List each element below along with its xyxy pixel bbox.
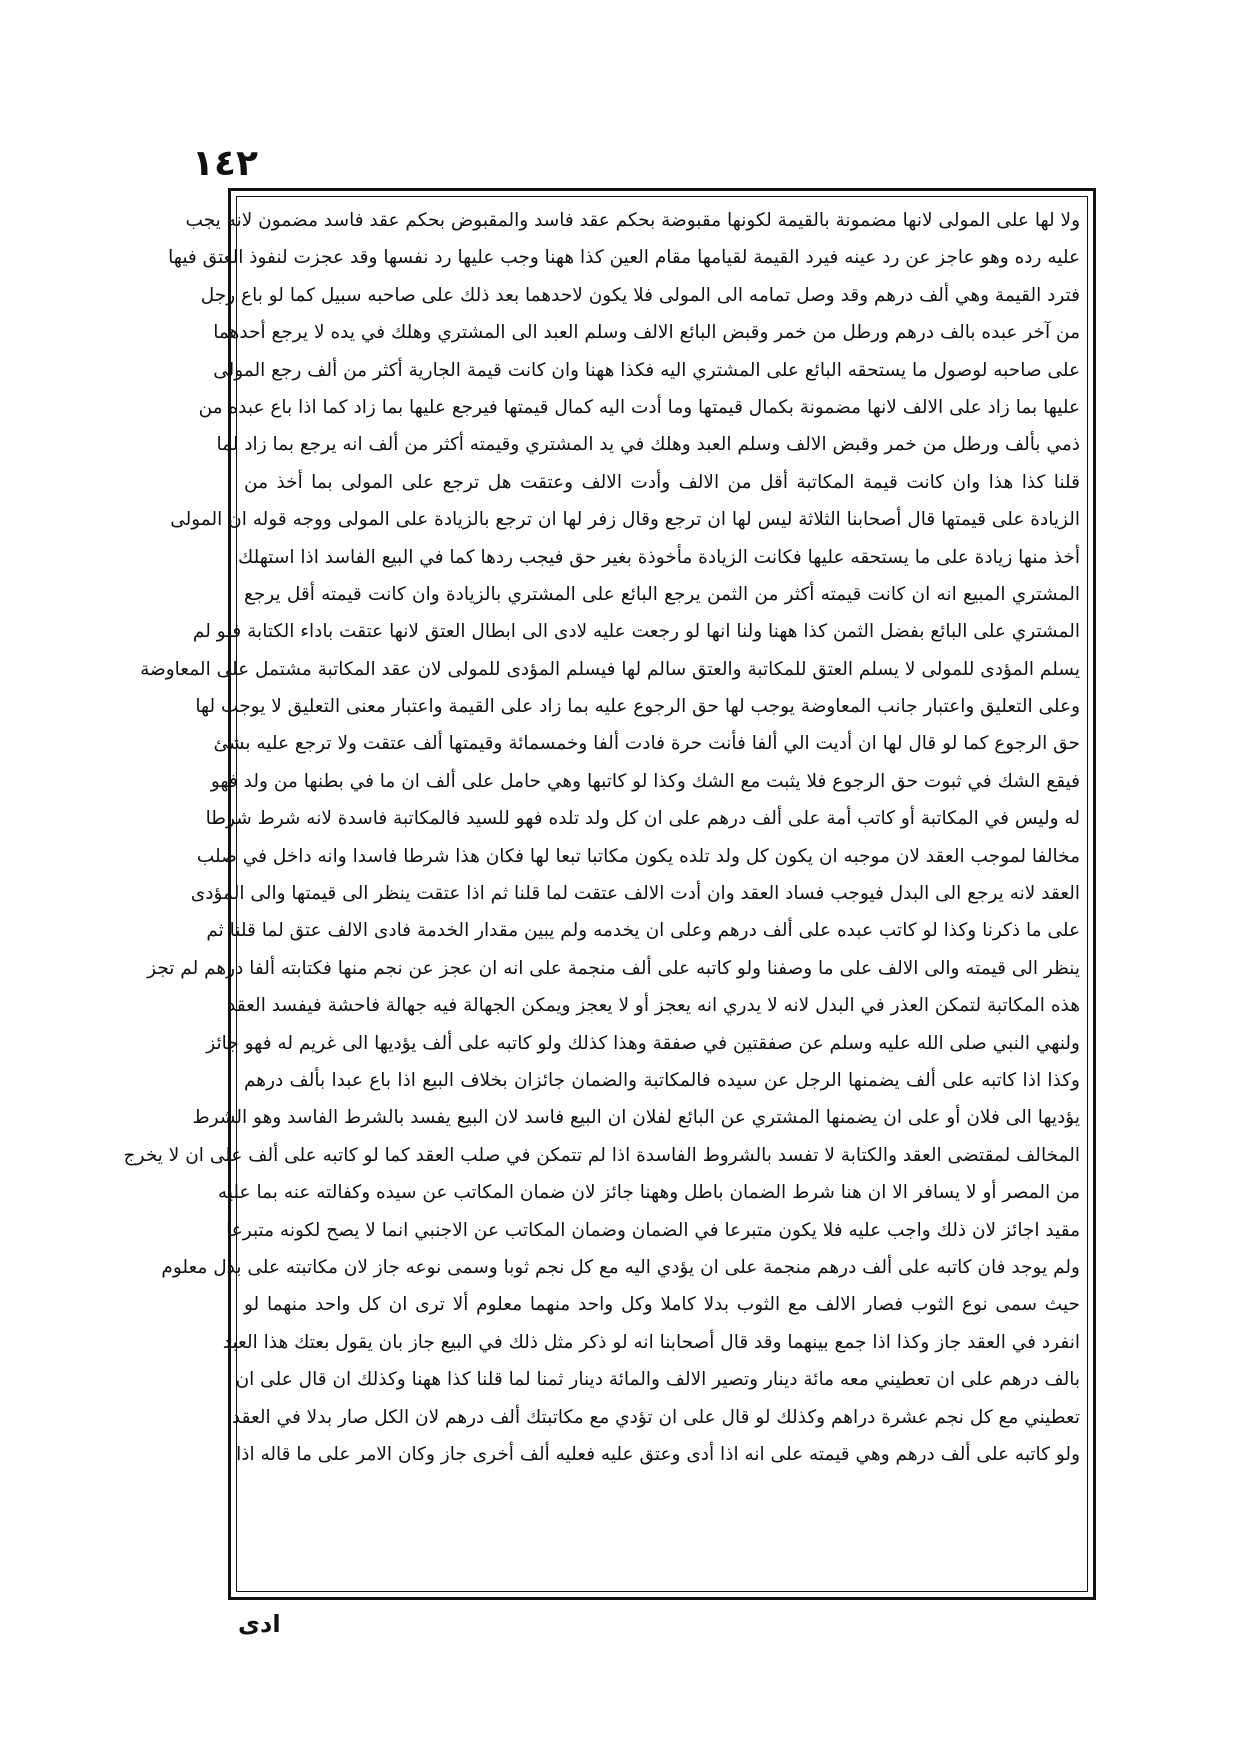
text-line: انفرد في العقد جاز وكذا اذا جمع بينهما وقد قال أصحابنا انه لو ذكر مثل ذلك في البيع جاز بان يقول بعتك هذا العبد (222, 1331, 1080, 1353)
text-line: بالف درهم على ان تعطيني معه مائة دينار وتصير الالف والمائة دينار ثمنا لما قلنا كذا ههنا وكذلك ان قال على ان (235, 1369, 1080, 1391)
text-line: على صاحبه لوصول ما يستحقه البائع على المشتري اليه فكذا ههنا وان كانت قيمة الجارية أكثر من ألف رجع المولى (213, 359, 1080, 381)
text-line: حيث سمى نوع الثوب فصار الالف مع الثوب بدلا كاملا وكل واحد منهما معلوم ألا ترى ان كل واحد منهما لو (244, 1294, 1080, 1316)
text-line: العقد لانه يرجع الى البدل فيوجب فساد العقد وان أدت الالف عتقت لما قلنا ثم اذا عتقت ينظر الى قيمتها والى المؤدى (190, 883, 1080, 905)
text-line: وكذا اذا كاتبه على ألف يضمنها الرجل عن سيده فالمكاتبة والضمان جائزان بخلاف البيع اذا باع عبدا بألف درهم (244, 1069, 1080, 1091)
catchword: ادى (238, 1610, 281, 1638)
page-number: ١٤٢ (192, 143, 258, 184)
text-line: عليه رده وهو عاجز عن رد عينه فيرد القيمة لقيامها مقام العين كذا ههنا وجب عليها رد نفسها وقد عجزت لنفوذ العتق فيها (168, 247, 1080, 269)
text-line: قلنا كذا هذا وان كانت قيمة المكاتبة أقل من الالف وأدت الالف وعتقت هل ترجع على المولى بما أخذ من (244, 471, 1080, 493)
text-line: هذه المكاتبة لتمكن العذر في البدل لانه لا يدري انه يعجز أو لا يعجز ويمكن الجهالة فيه جهالة فاحشة فيفسد العقد (227, 995, 1080, 1017)
text-line: فيقع الشك في ثبوت حق الرجوع فلا يثبت مع الشك وكذا لو كاتبها وهي حامل على ألف ان ما في بطنها من ولد فهو (210, 770, 1080, 792)
text-line: له وليس في المكاتبة أو كاتب أمة على ألف درهم على ان كل ولد تلده فهو للسيد فالمكاتبة فاسدة لانه شرط شرطا (205, 808, 1080, 830)
text-line: من المصر أو لا يسافر الا ان هنا شرط الضمان باطل وههنا جائز لان ضمان المكاتب عن سيده وكفالته عنه بما عليه (217, 1182, 1080, 1204)
text-line: أخذ منها زيادة على ما يستحقه عليها فكانت الزيادة مأخوذة بغير حق فيجب ردها كما في البيع الفاسد اذا استهلك (238, 546, 1080, 568)
main-text-block (123, 202, 1080, 1586)
text-line: مخالفا لموجب العقد لان موجبه ان يكون كل ولد تلده يكون مكاتبا تبعا لها فكان هذا شرطا فاسدا وانه داخل في صلب (196, 845, 1080, 867)
text-line: ولنهي النبي صلى الله عليه وسلم عن صفقتين في صفقة وهذا كذلك ولو كاتبه على ألف يؤديها الى غريم له فهو جائز (206, 1032, 1080, 1054)
text-line: ولم يوجد فان كاتبه على ألف درهم منجمة على ان يؤدي اليه مع كل نجم ثوبا وسمى نوعه جاز لان مكاتبته على بدل معلوم (161, 1256, 1080, 1278)
text-line: حق الرجوع كما لو قال لها ان أديت الي ألفا فأنت حرة فادت ألفا وخمسمائة وقيمتها ألف عتقت ولا ترجع عليه بشئ (213, 733, 1080, 755)
text-line: ولو كاتبه على ألف درهم وهي قيمته على انه اذا أدى وعتق عليه فعليه ألف أخرى جاز وكان الامر على ما قاله اذا (236, 1443, 1080, 1465)
text-line: فترد القيمة وهي ألف درهم وقد وصل تمامه الى المولى فلا يكون لاحدهما بعد ذلك على صاحبه سبيل كما لو باع رجل (200, 284, 1080, 306)
text-line: من آخر عبده بالف درهم ورطل من خمر وقبض البائع الالف وسلم العبد الى المشتري وهلك في يده لا يرجع أحدهما (213, 322, 1080, 344)
text-line: يؤديها الى فلان أو على ان يضمنها المشتري عن البائع لفلان ان البيع فاسد لان البيع يفسد بالشرط الفاسد وهو الشرط (192, 1107, 1080, 1129)
text-line: المشتري المبيع انه ان كانت قيمته أكثر من الثمن يرجع البائع على المشتري بالزيادة وان كانت قيمته أقل يرجع (244, 583, 1080, 605)
text-line: ولا لها على المولى لانها مضمونة بالقيمة لكونها مقبوضة بحكم عقد فاسد والمقبوض بحكم عقد فاسد مضمون لانه يجب (185, 210, 1080, 231)
text-line: المشتري على البائع بفضل الثمن كذا ههنا ولنا انها لو رجعت عليه لادى الى ابطال العتق لانها عتقت باداء الكتابة فلو لم (192, 621, 1080, 643)
text-line: ينظر الى قيمته والى الالف على ما وصفنا ولو كاتبه على ألف منجمة على انه ان عجز عن نجم منها فكتابته ألفا درهم لم تجز (147, 957, 1080, 979)
text-line: تعطيني مع كل نجم عشرة دراهم وكذلك لو قال على ان تؤدي مع مكاتبتك ألف درهم لان الكل صار بدلا في العقد (231, 1406, 1080, 1428)
text-line: يسلم المؤدى للمولى لا يسلم العتق للمكاتبة والعتق سالم لها فيسلم المؤدى للمولى لان عقد المكاتبة مشتمل على المعاوضة (140, 658, 1080, 680)
text-line: ذمي بألف ورطل من خمر وقبض الالف وسلم العبد وهلك في يد المشتري وقيمته أكثر من ألف انه يرجع بما زاد لما (216, 434, 1080, 456)
text-line: المخالف لمقتضى العقد والكتابة لا تفسد بالشروط الفاسدة اذا لم تتمكن في صلب العقد كما لو كاتبه على ألف على ان لا يخرج (123, 1144, 1080, 1166)
text-line: على ما ذكرنا وكذا لو كاتب عبده على ألف درهم وعلى ان يخدمه ولم يبين مقدار الخدمة فادى الالف عتق لما قلنا ثم (206, 920, 1080, 942)
text-line: مقيد اجائز لان ذلك واجب عليه فلا يكون متبرعا في الضمان وضمان المكاتب عن الاجنبي انما لا يصح لكونه متبرعا (226, 1219, 1080, 1241)
text-line: الزيادة على قيمتها قال أصحابنا الثلاثة ليس لها ان ترجع وقال زفر لها ان ترجع بالزيادة على المولى ووجه قوله ان المولى (170, 509, 1080, 531)
text-line: عليها بما زاد على الالف لانها مضمونة بكمال قيمتها وما أدت اليه كمال قيمتها فيرجع عليها بما زاد كما اذا باع عبده من (198, 396, 1080, 418)
text-line: وعلى التعليق واعتبار جانب المعاوضة يوجب لها حق الرجوع عليه بما زاد على القيمة واعتبار معنى التعليق لا يوجب لها (195, 696, 1080, 718)
